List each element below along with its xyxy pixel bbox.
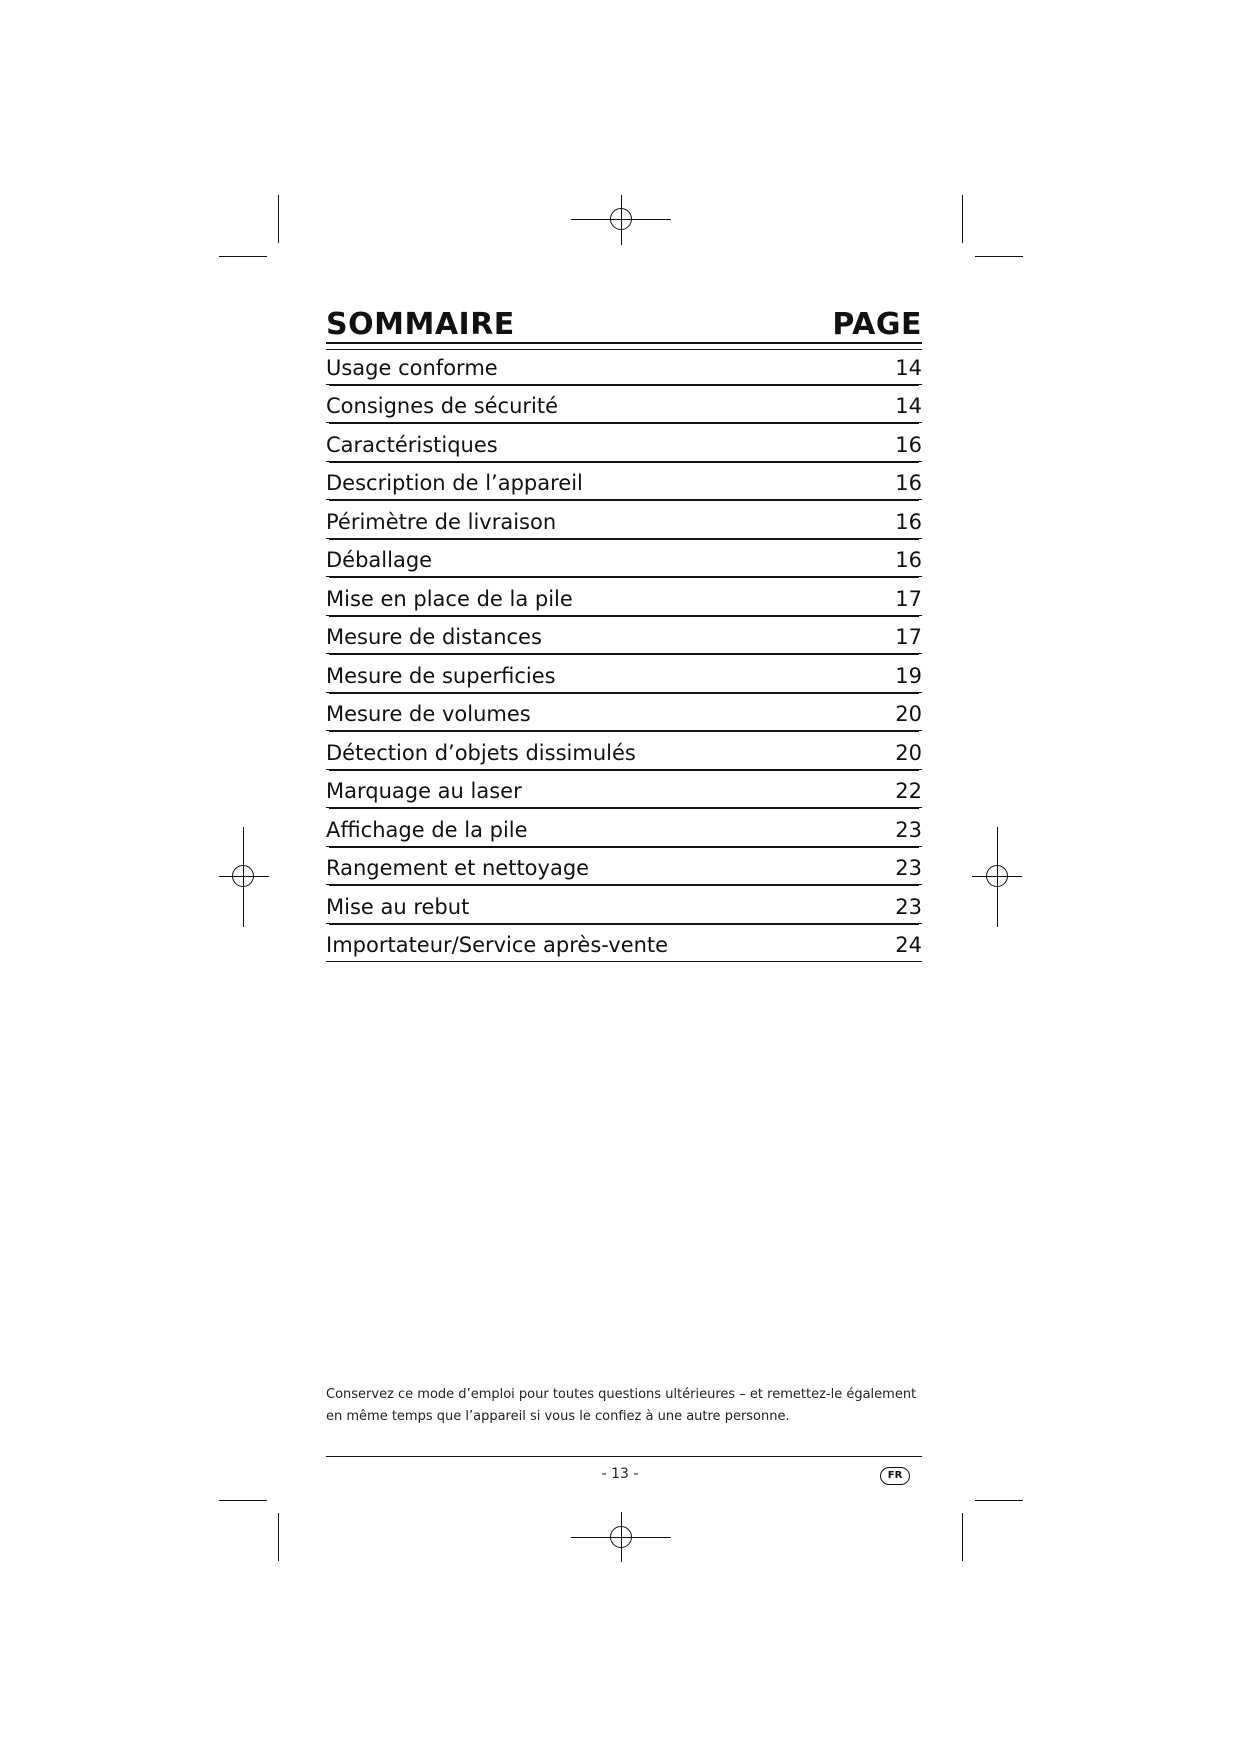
toc-entry — [326, 350, 922, 385]
toc-entry-page: 17 — [895, 625, 922, 650]
toc-entry-page: 16 — [895, 432, 922, 457]
toc-entry-label: Détection d’objets dissimulés — [326, 740, 636, 765]
toc-entry-label: Périmètre de livraison — [326, 509, 557, 534]
toc-entry-page: 17 — [895, 586, 922, 611]
toc-entry-page: 16 — [895, 471, 922, 496]
toc-entry-label: Rangement et nettoyage — [326, 856, 590, 881]
toc-entry-label: Mesure de distances — [326, 625, 542, 650]
usage-note-line: en même temps que l’appareil si vous le confiez à une autre personne. — [326, 1409, 790, 1424]
registration-circle-icon — [232, 865, 254, 887]
toc-entry — [326, 697, 922, 732]
crop-mark — [219, 1500, 267, 1501]
toc-entry-label: Mise au rebut — [326, 894, 470, 919]
toc-entry-label: Caractéristiques — [326, 432, 498, 457]
crop-mark — [219, 256, 267, 257]
toc-entry-page: 24 — [895, 933, 922, 958]
toc-entry-label: Description de l’appareil — [326, 471, 583, 496]
footer-divider — [326, 1456, 922, 1457]
toc-entry — [326, 658, 922, 693]
toc-entry-page: 23 — [895, 894, 922, 919]
toc-entry-label: Affichage de la pile — [326, 817, 528, 842]
toc-header — [326, 306, 922, 344]
crop-mark — [975, 256, 1023, 257]
toc-entry — [326, 504, 922, 539]
toc-entry-label: Mesure de volumes — [326, 702, 531, 727]
toc-entry-label: Usage conforme — [326, 355, 498, 380]
table-of-contents — [326, 306, 922, 966]
language-badge: FR — [880, 1467, 910, 1485]
toc-entry — [326, 620, 922, 655]
toc-list — [326, 349, 922, 962]
crop-mark — [975, 1500, 1023, 1501]
crop-mark — [962, 1513, 963, 1561]
toc-entry-page: 19 — [895, 663, 922, 688]
toc-entry-label: Consignes de sécurité — [326, 394, 559, 419]
toc-entry-page: 20 — [895, 740, 922, 765]
toc-entry — [326, 774, 922, 809]
registration-circle-icon — [610, 208, 632, 230]
toc-entry-page: 14 — [895, 355, 922, 380]
toc-entry — [326, 889, 922, 924]
toc-entry-label: Marquage au laser — [326, 779, 522, 804]
toc-page-header: PAGE — [832, 307, 922, 342]
crop-mark — [278, 195, 279, 243]
toc-entry — [326, 812, 922, 847]
toc-entry — [326, 427, 922, 462]
crop-mark — [278, 1513, 279, 1561]
toc-entry — [326, 543, 922, 578]
toc-entry — [326, 928, 922, 963]
toc-entry-page: 14 — [895, 394, 922, 419]
toc-entry-page: 22 — [895, 779, 922, 804]
toc-entry — [326, 735, 922, 770]
crop-mark — [962, 195, 963, 243]
toc-entry — [326, 466, 922, 501]
toc-entry — [326, 389, 922, 424]
registration-circle-icon — [610, 1526, 632, 1548]
toc-entry-label: Mise en place de la pile — [326, 586, 573, 611]
page-number: - 13 - — [601, 1466, 639, 1482]
toc-entry-page: 23 — [895, 856, 922, 881]
toc-entry — [326, 851, 922, 886]
toc-entry-page: 16 — [895, 548, 922, 573]
registration-circle-icon — [986, 865, 1008, 887]
toc-entry — [326, 581, 922, 616]
toc-entry-label: Déballage — [326, 548, 433, 573]
usage-note — [326, 1384, 926, 1428]
toc-entry-label: Mesure de superficies — [326, 663, 556, 688]
usage-note-line: Conservez ce mode d’emploi pour toutes questions ultérieures – et remettez-le également — [326, 1387, 917, 1402]
toc-entry-page: 16 — [895, 509, 922, 534]
toc-entry-page: 20 — [895, 702, 922, 727]
toc-entry-label: Importateur/Service après-vente — [326, 933, 669, 958]
toc-title: SOMMAIRE — [326, 307, 515, 342]
toc-entry-page: 23 — [895, 817, 922, 842]
